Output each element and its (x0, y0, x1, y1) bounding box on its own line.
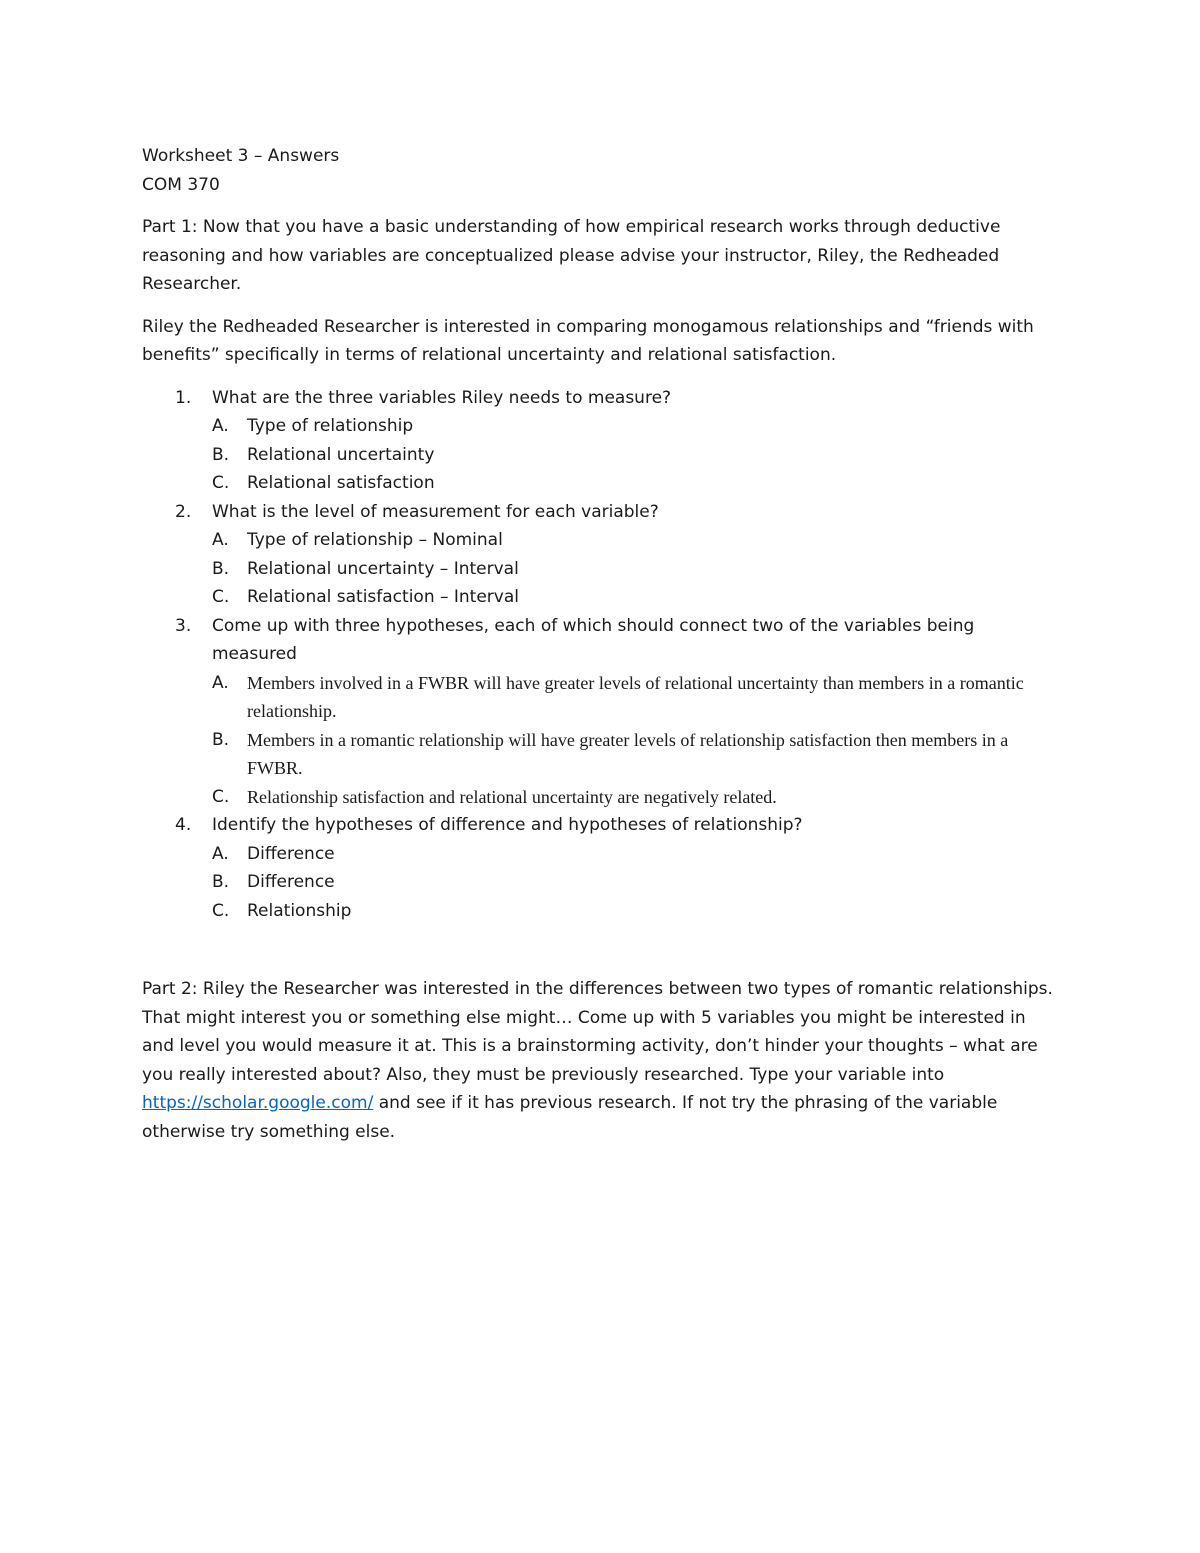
part2-text-after-link: and see if it has previous research. If not try the phrasing of the variable otherwise try something else. (142, 1093, 998, 1142)
question-4 (142, 811, 1062, 925)
answer-letter: C. (212, 786, 230, 807)
answer-item (212, 783, 1062, 812)
answer-item (212, 726, 1062, 783)
part2-paragraph (142, 975, 1062, 1146)
answer-text: Relationship (247, 900, 352, 921)
answer-letter: B. (212, 558, 230, 579)
answer-text: Members in a romantic relationship will have greater levels of relationship satisfaction then members in a FWBR. (247, 729, 1009, 778)
answer-text: Difference (247, 843, 335, 864)
answer-text: Relational satisfaction – Interval (247, 587, 519, 607)
answer-text: Relational uncertainty – Interval (247, 558, 519, 579)
answer-item (212, 469, 1062, 498)
answer-item (212, 441, 1062, 470)
answer-letter: C. (212, 587, 230, 607)
answer-item (212, 840, 1062, 869)
part1-intro (142, 213, 1062, 299)
question-number: 4. (175, 815, 192, 835)
question-1 (142, 384, 1062, 498)
answer-text: Difference (247, 872, 335, 892)
question-number: 1. (175, 387, 192, 408)
answer-item (212, 526, 1062, 555)
answer-letter: B. (212, 729, 230, 750)
answer-letter: A. (212, 530, 229, 550)
answer-letter: B. (212, 444, 230, 465)
answer-item (212, 669, 1062, 726)
part2-text-before-link: Riley the Researcher was interested in the differences between two types of romantic relationships. That might interest you or something else might… Come up with 5 variables you might be interested in and level you would measure it at. This is a brainstorming activity, don’t hinder your thoughts – what are you really interested about? Also, they must be previously researched. Type your variable into (142, 979, 1053, 1085)
answer-item (212, 868, 1062, 897)
answer-item (212, 412, 1062, 441)
answer-letter: A. (212, 843, 229, 864)
question-list (142, 384, 1062, 926)
course-code: COM 370 (142, 174, 220, 195)
question-text: What is the level of measurement for each variable? (212, 501, 659, 522)
answer-letter: C. (212, 900, 230, 921)
answer-letter: A. (212, 416, 229, 436)
answer-text: Relationship satisfaction and relational uncertainty are negatively related. (247, 786, 777, 807)
part2-label: Part 2: (142, 979, 198, 999)
part1-scenario: Riley the Redheaded Researcher is interested in comparing monogamous relationships and “friends with benefits” specifically in terms of relational uncertainty and relational satisfaction. (142, 316, 1034, 365)
part1-label: Part 1: (142, 217, 198, 237)
answer-text: Relational satisfaction (247, 473, 435, 493)
question-text: Identify the hypotheses of difference and hypotheses of relationship? (212, 815, 803, 835)
answer-text: Type of relationship (247, 416, 414, 436)
answer-text: Members involved in a FWBR will have greater levels of relational uncertainty than members in a romantic relationship. (247, 672, 1024, 721)
worksheet-title: Worksheet 3 – Answers (142, 146, 340, 166)
answer-letter: B. (212, 872, 230, 892)
question-text: Come up with three hypotheses, each of which should connect two of the variables being measured (212, 615, 975, 664)
question-3 (142, 612, 1062, 812)
answer-letter: C. (212, 473, 230, 493)
answer-item (212, 555, 1062, 584)
question-2 (142, 498, 1062, 612)
answer-item (212, 583, 1062, 612)
question-text: What are the three variables Riley needs to measure? (212, 387, 672, 408)
worksheet-page (142, 142, 1062, 1146)
part1-intro-text: Now that you have a basic understanding of how empirical research works through deductive reasoning and how variables are conceptualized please advise your instructor, Riley, the Redheaded Researcher. (142, 217, 1001, 294)
question-number: 3. (175, 615, 192, 636)
scholar-google-link[interactable]: https://scholar.google.com/ (142, 1093, 374, 1113)
answer-text: Type of relationship – Nominal (247, 530, 503, 550)
answer-text: Relational uncertainty (247, 444, 435, 465)
question-number: 2. (175, 501, 192, 522)
answer-item (212, 897, 1062, 926)
answer-letter: A. (212, 672, 229, 693)
